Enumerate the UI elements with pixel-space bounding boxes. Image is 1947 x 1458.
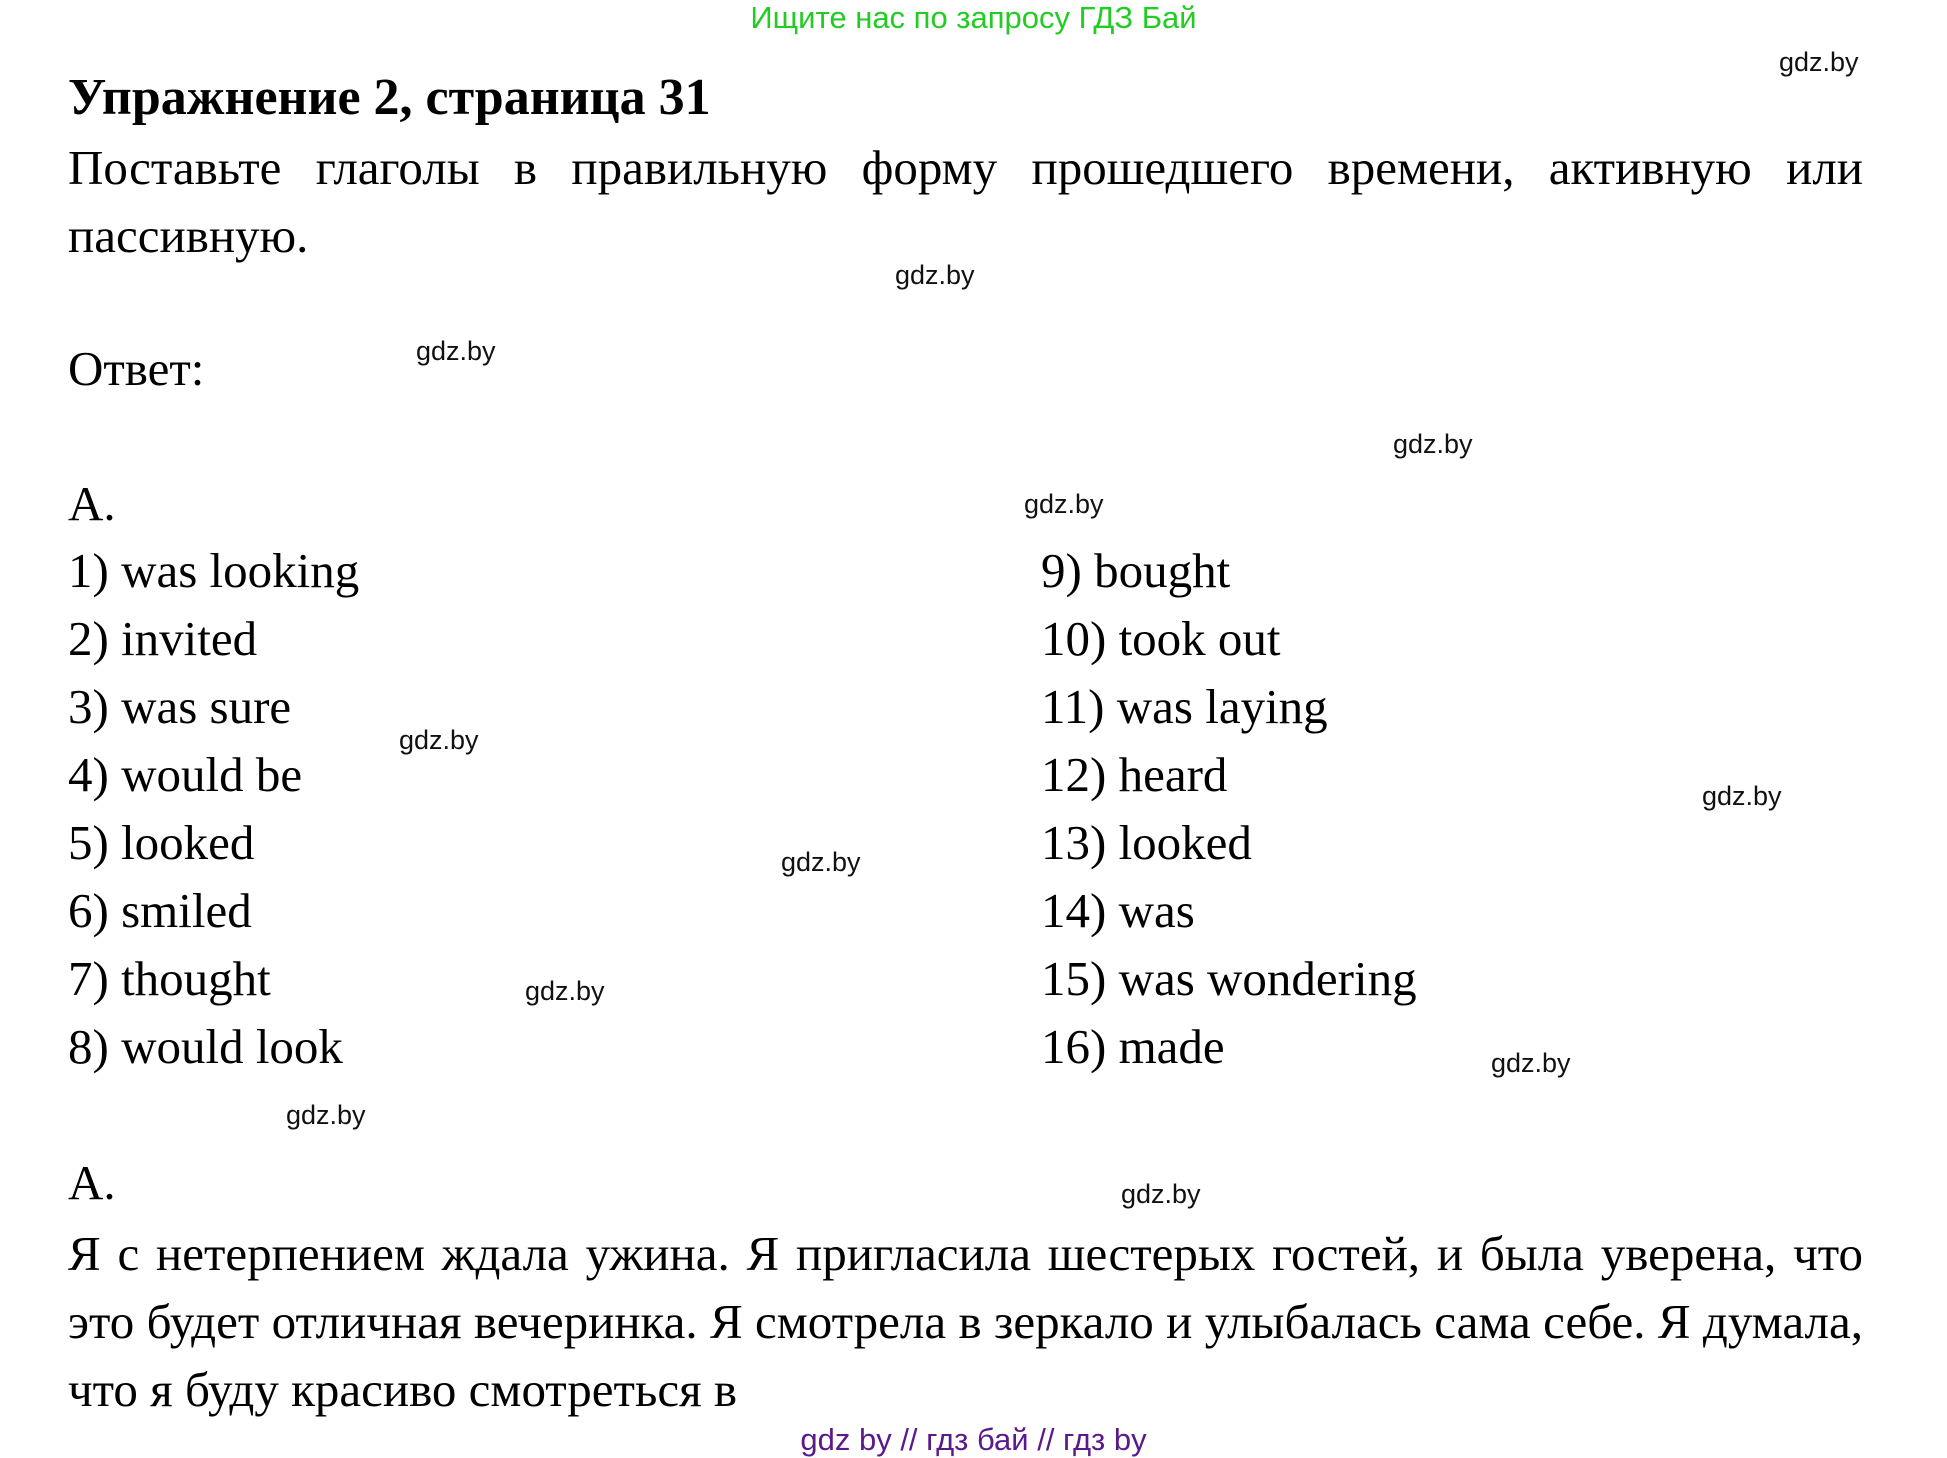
section-a-label: A. xyxy=(68,476,116,531)
watermark: gdz.by xyxy=(781,847,861,877)
watermark: gdz.by xyxy=(895,260,975,290)
answer-item-8: 8) would look xyxy=(68,1019,343,1074)
answer-item-3: 3) was sure xyxy=(68,679,292,734)
watermark: gdz.by xyxy=(1491,1048,1571,1078)
answer-item-14: 14) was xyxy=(1041,883,1195,938)
answer-item-7: 7) thought xyxy=(68,951,271,1006)
watermark: gdz.by xyxy=(1024,489,1104,519)
answer-label: Ответ: xyxy=(68,341,205,396)
answer-item-15: 15) was wondering xyxy=(1041,951,1417,1006)
task-instructions: Поставьте глаголы в правильную форму прошедшего времени, активную или пассивную. xyxy=(68,140,1863,263)
section-b-label: A. xyxy=(68,1155,116,1210)
answer-item-16: 16) made xyxy=(1041,1019,1225,1074)
watermark: gdz.by xyxy=(286,1100,366,1130)
answer-item-11: 11) was laying xyxy=(1041,679,1328,734)
page-title: Упражнение 2, страница 31 xyxy=(68,69,711,126)
answer-item-4: 4) would be xyxy=(68,747,303,802)
answer-item-1: 1) was looking xyxy=(68,543,360,598)
answer-item-6: 6) smiled xyxy=(68,883,252,938)
watermark: gdz.by xyxy=(1121,1179,1201,1209)
answer-item-2: 2) invited xyxy=(68,611,258,666)
watermark: gdz.by xyxy=(1393,429,1473,459)
answer-item-9: 9) bought xyxy=(1041,543,1231,598)
footer-watermark: gdz by // гдз бай // гдз by xyxy=(800,1422,1147,1457)
answer-item-10: 10) took out xyxy=(1041,611,1281,666)
watermark: gdz.by xyxy=(416,336,496,366)
answer-item-13: 13) looked xyxy=(1041,815,1252,870)
answer-item-12: 12) heard xyxy=(1041,747,1228,802)
watermark: gdz.by xyxy=(525,976,605,1006)
watermark: gdz.by xyxy=(1702,781,1782,811)
answer-item-5: 5) looked xyxy=(68,815,255,870)
watermark: gdz.by xyxy=(399,725,479,755)
translation-text: Я с нетерпением ждала ужина. Я пригласила шестерых гостей, и была уверена, что это будет отличная вечеринка. Я смотрела в зеркало и улыбалась сама себе. Я думала, что я буду красиво смотреться в xyxy=(68,1226,1863,1417)
search-banner: Ищите нас по запросу ГДЗ Бай xyxy=(750,0,1197,35)
watermark: gdz.by xyxy=(1779,47,1859,77)
